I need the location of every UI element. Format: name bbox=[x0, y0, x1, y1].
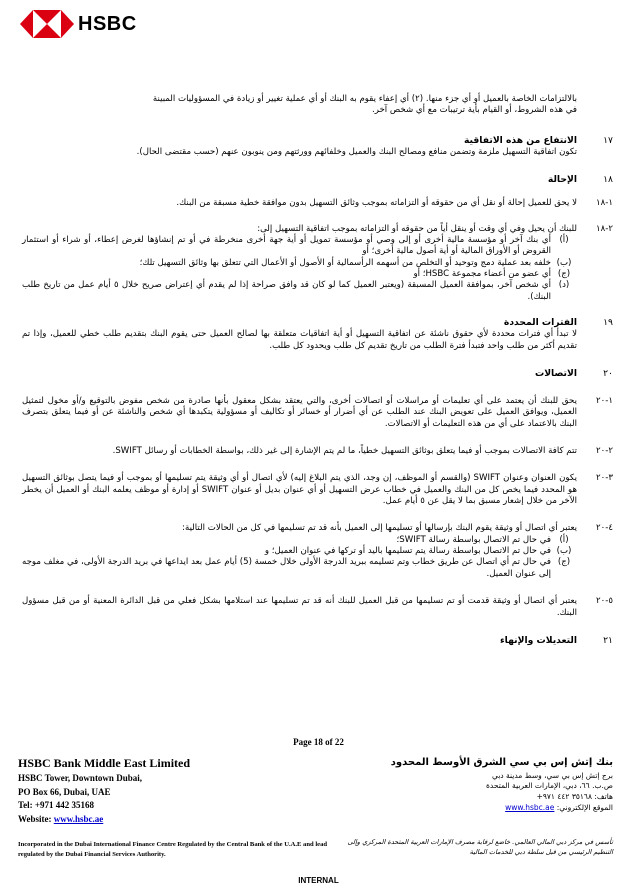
clause-20-1 bbox=[22, 396, 613, 430]
clause-number: ٣-٢٠ bbox=[596, 473, 613, 484]
clause-20-5 bbox=[22, 596, 613, 619]
address-line-2-en: PO Box 66, Dubai, UAE bbox=[18, 786, 111, 797]
section-19-number: ١٩ bbox=[603, 317, 613, 329]
sub-text: في حال تم الاتصال بواسطة رسالة SWIFT؛ bbox=[396, 534, 551, 545]
clause-text: تتم كافة الاتصالات بموجب أو فيما يتعلق بوثائق التسهيل خطياً، ما لم يتم الإشارة إلى غير ذلك، بواسطة الخطابات أو رسائل SWIFT. bbox=[112, 446, 577, 457]
phone-ar: هاتف: ٣٥١٦٨ ٤٤٢ ٩٧١+ bbox=[536, 792, 613, 802]
sub-label: (ج) bbox=[557, 269, 571, 280]
section-20-heading bbox=[22, 368, 613, 380]
website-label-en: Website: bbox=[18, 813, 54, 824]
section-17-heading bbox=[22, 135, 613, 147]
clause-text: للبنك أن يحيل وفي أي وقت أو ينقل أياً من حقوقه أو التزاماته بموجب اتفاقية التسهيل إلى: bbox=[257, 223, 577, 234]
sub-text: في حال تم أي اتصال عن طريق خطاب وتم تسليمه ببريد الدرجة الأولى خلال خمسة (5) أيام عمل بعد ايداعها في بريد الدرجة الأولى، في مغلف موجه إلى عنوان العميل. bbox=[22, 557, 551, 579]
section-17-title: الانتفاع من هذه الاتفاقية bbox=[463, 134, 577, 146]
section-19-heading bbox=[22, 317, 613, 329]
company-name-en: HSBC Bank Middle East Limited bbox=[18, 756, 191, 770]
clause-number: ٢-٢٠ bbox=[596, 446, 613, 457]
website-label-ar: الموقع الإلكتروني: bbox=[554, 803, 613, 813]
clause-body bbox=[22, 224, 577, 303]
clause-text: لا يحق للعميل إحالة أو نقل أي من حقوقه أو التزاماته بموجب وثائق التسهيل بدون موافقة خطية مسبقة من البنك. bbox=[176, 198, 577, 209]
clause-20-3 bbox=[22, 473, 613, 507]
address-line-1-en: HSBC Tower, Downtown Dubai, bbox=[18, 773, 142, 783]
clause-20-4 bbox=[22, 523, 613, 580]
clause-number: ١-١٨ bbox=[596, 198, 613, 209]
clause-number: ١-٢٠ bbox=[596, 396, 613, 407]
intro-line-1: بالالتزامات الخاصة بالعميل أو أي جزء منها. (٢) أي إعفاء يقوم به البنك أو أي عملية تغيير أو زيادة في المسؤوليات المبينة bbox=[152, 94, 577, 104]
website-row-ar bbox=[391, 803, 613, 814]
page-number: Page 18 of 22 bbox=[293, 737, 344, 747]
sub-label: (ب) bbox=[556, 546, 572, 557]
logo-text: HSBC bbox=[78, 12, 137, 35]
regulatory-notice-ar: تأسس في مركز دبي المالي العالمي. خاضع لرقابة مصرف الإمارات العربية المتحدة المركزي وإلى التنظيم الرئيسي من قبل سلطة دبي للخدمات المالية bbox=[347, 838, 613, 856]
footer-arabic-address bbox=[391, 756, 613, 814]
sub-clause-c bbox=[22, 269, 577, 280]
section-20-title: الاتصالات bbox=[534, 367, 577, 379]
section-18-title: الإحالة bbox=[547, 174, 577, 186]
clause-number: ٤-٢٠ bbox=[596, 523, 613, 534]
sub-text: أي عضو من أعضاء مجموعة HSBC؛ أو bbox=[413, 269, 551, 280]
clause-text: يكون العنوان وعنوان SWIFT (والقسم أو الموظف، إن وجد، الذي يتم البلاغ إليه) لأي اتصال أو أي وثيقة يتم تسليمها أو بموجب أو فيما يتصل بوثائق التسهيل هو المحدد فيما يخص كل من البنك والعميل في خطاب عرض التسهيل أو أي عنوان بديل أو عنوان SWIFT أو إدارة أو موظف يعلمه البنك أو العميل أن يخطر الآخر من خلال إشعار مسبق بما لا يقل عن ٥ أيام عمل. bbox=[22, 473, 578, 507]
clause-body bbox=[22, 523, 577, 580]
sub-text: أي شخص آخر، بموافقة العميل المسبقة (ويعتبر العميل كما لو كان قد وافق صراحة إذا لم يقدم أي إعتراض صريح خلال ٥ أيام عمل من تاريخ طلب البنك). bbox=[22, 280, 551, 302]
section-18-heading bbox=[22, 174, 613, 186]
sub-text: أي بنك آخر أو مؤسسة مالية أخرى أو إلى وصي أو مؤسسة تمويل أو أية جهة أخرى منخرطة في أو تم إنشاؤها لغرض إعطاء، أو شراء أو استثمار القروض أو الأوراق المالية أو أية أصول مالية أخرى؛ أو bbox=[22, 235, 551, 257]
website-link-en[interactable]: www.hsbc.ae bbox=[53, 813, 104, 824]
hsbc-hexagon-icon bbox=[20, 10, 74, 38]
website-row-en bbox=[18, 813, 190, 827]
website-link-ar[interactable]: www.hsbc.ae bbox=[505, 803, 555, 813]
sub-label: (د) bbox=[558, 280, 570, 291]
clause-text: يعتبر أي اتصال أو وثيقة يقوم البنك بإرسالها أو تسليمها إلى العميل بأنه قد تم تسليمها في كل من الحالات التالية: bbox=[182, 523, 577, 534]
sub-clause-b bbox=[22, 546, 577, 557]
classification-label: INTERNAL bbox=[298, 876, 339, 885]
sub-clause-c bbox=[22, 557, 577, 580]
sub-text: في حال تم الاتصال بواسطة رسالة يتم تسليمها باليد أو تركها في عنوان العميل؛ و bbox=[264, 546, 551, 557]
sub-label: (أ) bbox=[559, 534, 569, 545]
section-19-body: لا تبدأ أي فترات محددة لأي حقوق ناشئة عن اتفاقية التسهيل أو أية اتفاقيات متعلقة بها لصالح العميل حتى يقوم البنك بتقديم طلب خطي للعميل، وإذا تم تقديم أكثر من طلب واحد فتبدأ فترة الطلب من تاريخ تقديم كل طلب ويحدود كل طلب. bbox=[22, 329, 577, 351]
address-line-2-ar: ص.ب. ٦٦، دبي، الإمارات العربية المتحدة bbox=[485, 781, 613, 791]
clause-18-2 bbox=[22, 224, 613, 303]
sub-clause-b bbox=[22, 258, 577, 269]
document-body bbox=[22, 94, 613, 647]
phone-en: Tel: +971 442 35168 bbox=[18, 800, 95, 810]
hsbc-logo bbox=[20, 10, 137, 38]
sub-clause-d bbox=[22, 280, 577, 303]
section-17-number: ١٧ bbox=[603, 134, 613, 146]
address-line-1-ar: برج إتش إس بي سي، وسط مدينة دبي bbox=[491, 770, 613, 780]
section-21-number: ٢١ bbox=[603, 634, 613, 646]
section-18-number: ١٨ bbox=[603, 174, 613, 186]
intro-paragraph bbox=[22, 94, 613, 117]
section-21-title: التعديلات والإنهاء bbox=[499, 634, 577, 646]
clause-text: يعتبر أي اتصال أو وثيقة قدمت أو تم تسليمها من قبل العميل للبنك أنه قد تم تسليمها عند استلامها بشكل فعلي من قبل الدائرة المعنية أو من قبل مسؤول البنك. bbox=[22, 596, 577, 618]
footer-english-address bbox=[18, 754, 190, 826]
sub-label: (ج) bbox=[557, 557, 571, 568]
clause-text: يحق للبنك أن يعتمد على أي تعليمات أو مراسلات أو اتصالات أخرى، والتي يعتقد بشكل معقول بأنها صادرة من شخص مفوض بالتوقيع و/أو مخول لتمثيل العميل، ويوافق العميل على تعويض البنك عند الطلب عن أي أضرار أو خسائر أو تكاليف أو مسؤولية يتكبدها أي شخص والناشئة عن أو فيما يتعلق بتصرف البنك بالاعتماد على أي من هذه التعليمات أو الاتصالات. bbox=[22, 396, 577, 429]
section-19-title: الفترات المحددة bbox=[503, 317, 577, 329]
section-17-body: تكون اتفاقية التسهيل ملزمة وتضمن منافع ومصالح البنك والعميل وخلفائهم وورثتهم ومن ينوبون عنهم (حسب مقتضى الحال). bbox=[136, 146, 577, 157]
sub-clause-a bbox=[22, 535, 577, 546]
clause-number: ٥-٢٠ bbox=[596, 596, 613, 607]
regulatory-notice-en: Incorporated in the Dubai International Finance Centre Regulated by the Central Bank of the U.A.E and lead regulated by the Dubai Financial Services Authority. bbox=[18, 841, 328, 858]
clause-18-1 bbox=[22, 198, 613, 209]
intro-line-2: في هذه الشروط، أو القيام بأية ترتيبات مع أي شخص آخر. bbox=[371, 105, 577, 116]
section-20-number: ٢٠ bbox=[603, 367, 613, 379]
section-21-heading bbox=[22, 635, 613, 647]
sub-text: خلفه بعد عملية دمج وتوحيد أو التخلص من أسهمه الرأسمالية أو الأصول أو الأعمال التي تتعلق بها وثائق التسهيل تلك؛ bbox=[139, 257, 551, 268]
company-name-ar: بنك إتش إس بي سي الشرق الأوسط المحدود bbox=[390, 757, 613, 768]
sub-label: (أ) bbox=[559, 235, 569, 245]
clause-number: ٢-١٨ bbox=[596, 223, 613, 234]
sub-label: (ب) bbox=[556, 257, 572, 268]
clause-20-2 bbox=[22, 446, 613, 457]
sub-clause-a bbox=[22, 235, 577, 258]
